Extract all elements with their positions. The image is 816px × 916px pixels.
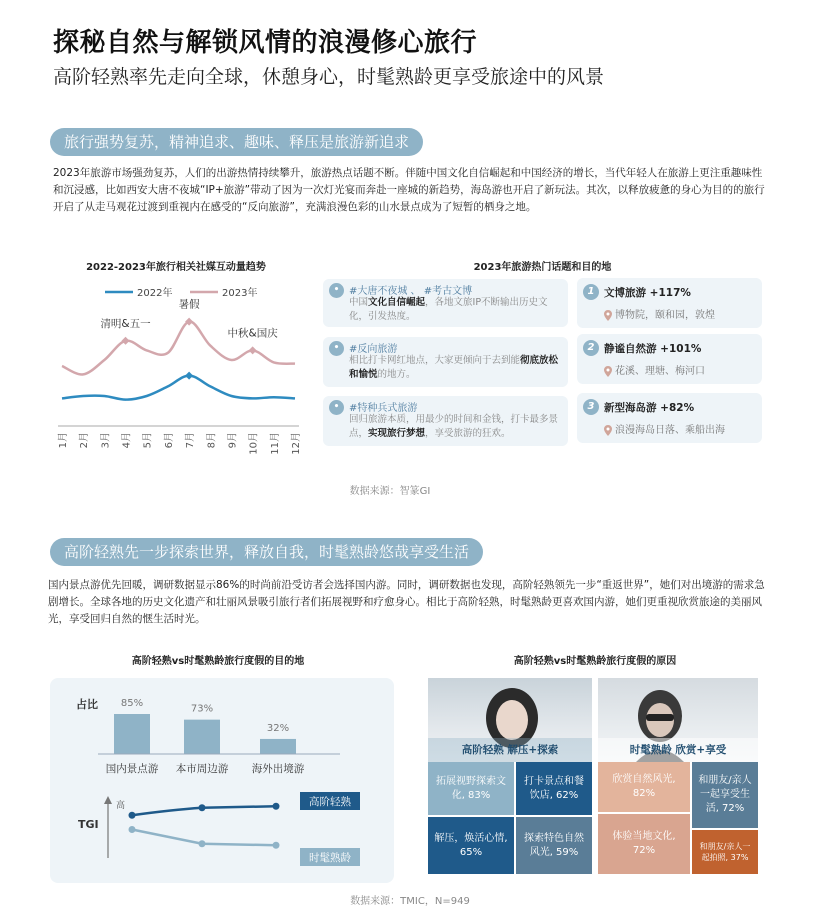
destination-name: 静谧自然游 +101%: [604, 343, 702, 355]
tgi-point: [199, 840, 206, 847]
rank-badge: 3: [583, 399, 599, 415]
reason-tile: 和朋友/亲人一起拍照, 37%: [692, 830, 758, 874]
topic-desc: 相比打卡网红地点，大家更倾向于去到能彻底放松和愉悦的地方。: [349, 355, 559, 380]
tgi-axis-arrow-icon: [104, 796, 112, 804]
bar-chart-panel: [50, 678, 394, 883]
reasons-group-a: [428, 678, 592, 874]
location-pin-icon: [604, 310, 612, 321]
page-subtitle: 高阶轻熟率先走向全球，休憩身心，时髦熟龄更享受旅途中的风景: [53, 66, 605, 88]
section1-paragraph: 2023年旅游市场强劲复苏，人们的出游热情持续攀升，旅游热点话题不断。伴随中国文化自信崛起和中国经济的增长，当代年轻人在旅游上更注重趣味性和沉浸感，比如西安大唐不夜城“IP+旅游”带动了因为一次灯光宴而奔赴一座城的新趋势，海岛游也开启了新玩法。其次，以释放疲惫的身心为目的的旅行开启了从走马观花过渡到重视内在感受的“反向旅游”，充满浪漫色彩的山水景点成为了短暂的栖身之地。: [53, 167, 765, 213]
topic-dot-icon: •: [329, 400, 344, 415]
x-tick-label: 8月: [206, 432, 218, 449]
destination-places: 花溪、理塘、梅河口: [604, 362, 705, 377]
tgi-point: [129, 812, 136, 819]
rank-badge: 2: [583, 340, 599, 356]
bar-chart-title: 高阶轻熟vs时髦熟龄旅行度假的目的地: [131, 656, 305, 667]
x-tick-label: 2月: [79, 432, 91, 449]
section2-pill: 高阶轻熟先一步探索世界，释放自我，时髦熟龄悠哉享受生活: [50, 538, 483, 566]
destination-places: 博物院，颐和园，敦煌: [604, 306, 715, 321]
x-tick-label: 4月: [121, 432, 133, 449]
line-chart: [50, 280, 310, 470]
tgi-point: [129, 826, 136, 833]
bar-y-label: 占比: [76, 698, 98, 711]
destination-card-2: [577, 334, 762, 384]
topic-dot-icon: •: [329, 341, 344, 356]
annotation-label: 清明&五一: [100, 317, 151, 330]
tgi-point: [273, 803, 280, 810]
section2-source: 数据来源：TMIC，N=949: [350, 896, 470, 907]
topic-dot-icon: •: [329, 283, 344, 298]
tgi-label: TGI: [78, 818, 99, 831]
reason-tile: 和朋友/亲人一起享受生活, 72%: [692, 762, 758, 828]
bar: [260, 739, 296, 754]
tgi-legend-label: 时髦熟龄: [309, 852, 351, 864]
bar-category-label: 本市周边游: [175, 763, 229, 775]
topic-card-2: [323, 337, 568, 387]
reason-tile: 欣赏自然风光, 82%: [598, 762, 690, 812]
x-tick-label: 1月: [58, 432, 69, 449]
x-tick-label: 9月: [227, 432, 239, 449]
topic-card-1: [323, 279, 568, 327]
tgi-point: [273, 842, 280, 849]
x-tick-label: 10月: [248, 432, 260, 455]
peak-marker: [185, 372, 193, 380]
line-chart-svg: [50, 280, 310, 470]
x-tick-label: 11月: [269, 432, 281, 455]
x-tick-label: 3月: [100, 432, 112, 449]
tgi-axis-label: 高: [116, 801, 126, 811]
x-tick-label: 5月: [142, 432, 154, 449]
topic-tags: #反向旅游: [349, 344, 398, 355]
topic-tags: #大唐不夜城 、 #考古文博: [349, 286, 473, 297]
x-tick-label: 6月: [163, 432, 175, 449]
group-b-label: 时髦熟龄 欣赏+享受: [598, 738, 758, 762]
bar-category-label: 海外出境游: [251, 763, 305, 775]
peak-marker: [122, 337, 130, 345]
group-a-label: 高阶轻熟 解压+探索: [428, 738, 592, 762]
destination-name: 文博旅游 +117%: [604, 287, 691, 299]
topic-desc: 回归旅游本质，用最少的时间和金钱，打卡最多景点，实现旅行梦想，享受旅游的狂欢。: [349, 414, 559, 439]
location-pin-icon: [604, 366, 612, 377]
reason-tile: 拓展视野探索文化, 83%: [428, 762, 514, 815]
line-chart-title: 2022-2023年旅行相关社媒互动量趋势: [86, 262, 266, 273]
topics-title: 2023年旅游热门话题和目的地: [473, 262, 612, 273]
annotation-label: 暑假: [178, 298, 200, 311]
bar: [184, 720, 220, 754]
topic-desc: 中国文化自信崛起，各地文旅IP不断输出历史文化，引发热度。: [349, 297, 548, 322]
destination-name: 新型海岛游 +82%: [604, 402, 695, 414]
reason-tile: 打卡景点和餐饮店, 62%: [516, 762, 592, 815]
reason-tile: 探索特色自然风光, 59%: [516, 817, 592, 874]
reasons-title: 高阶轻熟vs时髦熟龄旅行度假的原因: [513, 656, 677, 667]
topic-tags: #特种兵式旅游: [349, 403, 418, 414]
bar-chart-svg: [50, 678, 394, 883]
reason-tile: 体验当地文化, 72%: [598, 814, 690, 874]
tgi-point: [199, 804, 206, 811]
destination-places: 浪漫海岛日落、乘船出海: [604, 421, 725, 436]
bar-value-label: 32%: [266, 722, 290, 734]
bar-value-label: 85%: [120, 698, 144, 709]
section1-source: 数据来源：智篆GI: [349, 486, 431, 497]
legend-label: 2023年: [222, 288, 258, 299]
destination-card-1: [577, 278, 762, 328]
section2-paragraph: 国内景点游优先回暖，调研数据显示86%的时尚前沿受访者会选择国内游。同时，调研数据也发现，高阶轻熟领先一步“重返世界”，她们对出境游的需求急剧增长。全球各地的历史文化遗产和壮丽风景吸引旅行者们拓展视野和疗愈身心。相比于高阶轻熟，时髦熟龄更喜欢国内游，她们更重视欣赏旅途的美丽风光，享受回归自然的惬生活时光。: [48, 579, 765, 625]
legend-label: 2022年: [137, 288, 173, 299]
page-title: 探秘自然与解锁风情的浪漫修心旅行: [53, 28, 478, 58]
series-line-1: [62, 376, 295, 400]
bar-category-label: 国内景点游: [105, 763, 159, 775]
tgi-legend-label: 高阶轻熟: [309, 796, 351, 808]
bar-value-label: 73%: [190, 703, 214, 715]
bar: [114, 714, 150, 754]
annotation-label: 中秋&国庆: [227, 327, 278, 340]
x-tick-label: 12月: [291, 432, 302, 455]
topic-card-3: [323, 396, 568, 446]
destination-card-3: [577, 393, 762, 443]
section1-pill: 旅行强势复苏，精神追求、趣味、释压是旅游新追求: [50, 128, 423, 156]
x-tick-label: 7月: [185, 432, 197, 449]
reason-tile: 解压，焕活心情, 65%: [428, 817, 514, 874]
reasons-group-b: [598, 678, 758, 874]
peak-marker: [249, 346, 257, 354]
location-pin-icon: [604, 425, 612, 436]
rank-badge: 1: [583, 284, 599, 300]
